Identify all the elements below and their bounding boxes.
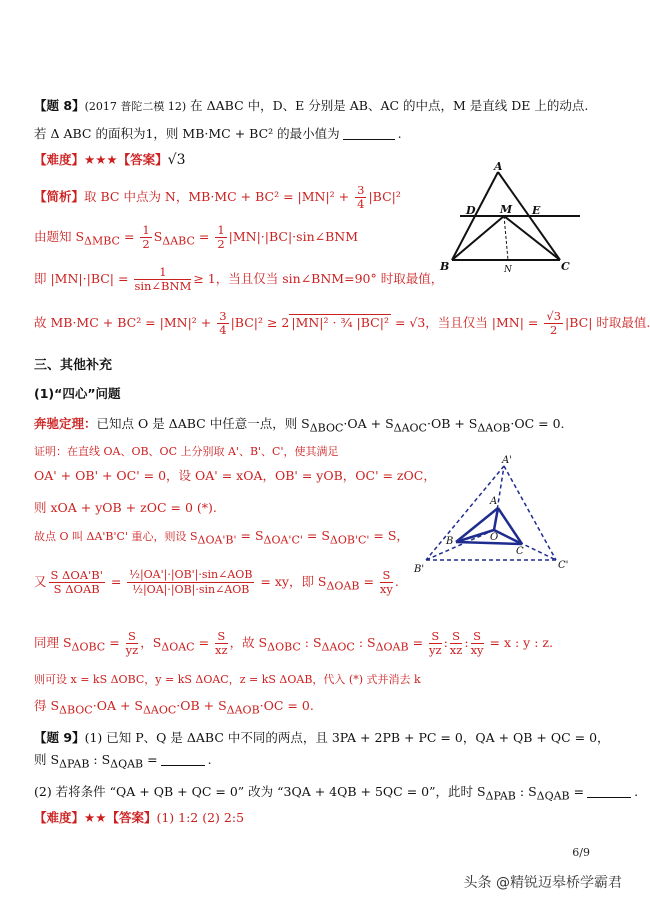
- label-C: C: [561, 260, 570, 273]
- label-A: A: [490, 496, 498, 507]
- q8-difficulty-answer: 【难度】★★★【答案】√3: [34, 152, 186, 168]
- q9-line2: 则 $S_{\Delta PAB}$ : $S_{\Delta QAB}$ = .: [34, 752, 212, 771]
- q8-analysis-line4: 故 MB·MC + BC² = |MN|² + $\frac{3}{4}$ |BC|² ≥ 2 |MN|² · ¾ |BC|² = √3，当且仅当 |MN| = $\frac{√3}{2}$ |BC| 时取最值.: [34, 309, 650, 337]
- figure-triangle-midline: [430, 160, 600, 280]
- label-B: B: [446, 536, 454, 547]
- label-C-prime: C': [558, 560, 569, 571]
- label-A: A: [494, 160, 503, 173]
- q9-line3: (2) 若将条件 “QA + QB + QC = 0” 改为 “3QA + 4QB + 5QC = 0”，此时 $S_{\Delta PAB}$ : $S_{\Delta QAB}$ = .: [34, 784, 639, 803]
- proof-line5: 又 $\frac{\text{S ΔOA'B'}}{\text{S ΔOAB}}$ = $\frac{\text{½|OA'|·|OB'|·sin∠AOB}}{\text{½|OA|·|OB|·sin∠AOB}}$ = xy，即 $S_{\Delta OAB}$ = $\frac{S}{xy}$ .: [34, 568, 399, 596]
- label-A-prime: A': [502, 455, 512, 466]
- proof-line8: 得 $S_{\Delta BOC}\cdot OA + S_{\Delta AOC}\cdot OB + S_{\Delta AOB}\cdot OC = 0$.: [34, 698, 314, 717]
- proof-line2: OA' + OB' + OC' = 0，设 OA' = xOA，OB' = yOB，OC' = zOC，: [34, 468, 436, 483]
- q9-line1: 【题 9】(1) 已知 P、Q 是 ΔABC 中不同的两点，且 3PA + 2PB + PC = 0，QA + QB + QC = 0，: [34, 730, 610, 745]
- label-D: D: [466, 204, 476, 217]
- edge-BC: [456, 542, 522, 544]
- q8-text: 在 ΔABC 中，D、E 分别是 AB、AC 的中点，M 是直线 DE 上的动点.: [190, 98, 589, 113]
- segment-MB: [452, 216, 504, 260]
- page-number: 6/9: [572, 846, 590, 859]
- proof-line4: 故点 O 叫 ΔA'B'C' 重心，则设 $S_{\Delta OA'B'} = S_{\Delta OA'C'} = S_{\Delta OB'C'} = S$，: [34, 528, 409, 547]
- proof-line1: 证明：在直线 OA、OB、OC 上分别取 A'、B'、C'，使其满足: [34, 445, 339, 458]
- section3-title: 三、其他补充: [34, 358, 113, 373]
- q8-answer-value: √3: [167, 152, 186, 168]
- proof-line3: 则 xOA + yOB + zOC = 0 (*).: [34, 500, 217, 515]
- edge-A1C1: [504, 466, 556, 560]
- q8-expr: MB·MC + BC²: [182, 126, 274, 141]
- q8-line1: 【题 8】(2017 普陀二模 12) 在 ΔABC 中，D、E 分别是 AB、AC 的中点，M 是直线 DE 上的动点.: [34, 98, 589, 113]
- q8-label: 题 8: [46, 98, 73, 113]
- label-B-prime: B': [414, 564, 425, 575]
- q9-answer-value: (1) 1:2 (2) 2:5: [156, 810, 245, 825]
- label-B: B: [440, 260, 450, 273]
- label-N: N: [504, 265, 512, 275]
- label-C: C: [516, 546, 524, 557]
- difficulty-stars: ★★★: [84, 152, 118, 167]
- figure-benz-theorem: [410, 450, 590, 576]
- segment-MN: [504, 216, 508, 260]
- q8-analysis-line2: 由题知 $S_{\Delta MBC}$ = $\frac{1}{2}$ $S_{\Delta ABC}$ = $\frac{1}{2}$ |MN|·|BC|·sin∠BNM: [34, 223, 359, 251]
- q8-analysis-line1: 【简析】取 BC 中点为 N，MB·MC + BC² = |MN|² + $\frac{3}{4}$ |BC|²: [34, 183, 401, 211]
- watermark: 头条 @精锐迈皋桥学霸君: [463, 875, 622, 891]
- label-M: M: [500, 203, 513, 216]
- section3-subtitle: (1)“四心”问题: [34, 386, 121, 401]
- q9-difficulty-answer: 【难度】★★【答案】(1) 1:2 (2) 2:5: [34, 810, 245, 825]
- proof-line7: 则可设 x = kS ΔOBC，y = kS ΔOAC，z = kS ΔOAB，代入 (*) 式并消去 k: [34, 673, 421, 686]
- q9-answer1-blank: [161, 753, 205, 766]
- proof-line6: 同理 $S_{\Delta OBC}$ = $\frac{S}{yz}$ ，$S_{\Delta OAC}$ = $\frac{S}{xz}$ ，故 $S_{\Delta OBC}$ : $S_{\Delta AOC}$ : $S_{\Delta OAB}$ = $\frac{S}{yz}$ : $\frac{S}{xz}$ : $\frac{S}{xy}$ = x : y : z.: [34, 629, 553, 657]
- label-O: O: [490, 532, 499, 543]
- label-E: E: [532, 204, 541, 217]
- q8-analysis-line3: 即 |MN|·|BC| = $\frac{1}{\text{sin∠BNM}}$ ≥ 1，当且仅当 sin∠BNM=90° 时取最值，: [34, 265, 444, 293]
- q8-answer-blank: [343, 127, 395, 140]
- theorem-line: 奔驰定理：已知点 O 是 ΔABC 中任意一点，则 $S_{\Delta BOC}\cdot OA + S_{\Delta AOC}\cdot OB + S_{\Delta AOB}\cdot OC = 0$.: [34, 416, 565, 435]
- q8-source: (2017 普陀二模 12): [84, 100, 187, 113]
- q9-label: 题 9: [46, 730, 73, 745]
- q8-line2: 若 Δ ABC 的面积为1，则 MB·MC + BC² 的最小值为 .: [34, 126, 402, 141]
- q9-answer2-blank: [587, 785, 631, 798]
- segment-MC: [504, 216, 560, 260]
- difficulty-stars: ★★: [84, 810, 107, 825]
